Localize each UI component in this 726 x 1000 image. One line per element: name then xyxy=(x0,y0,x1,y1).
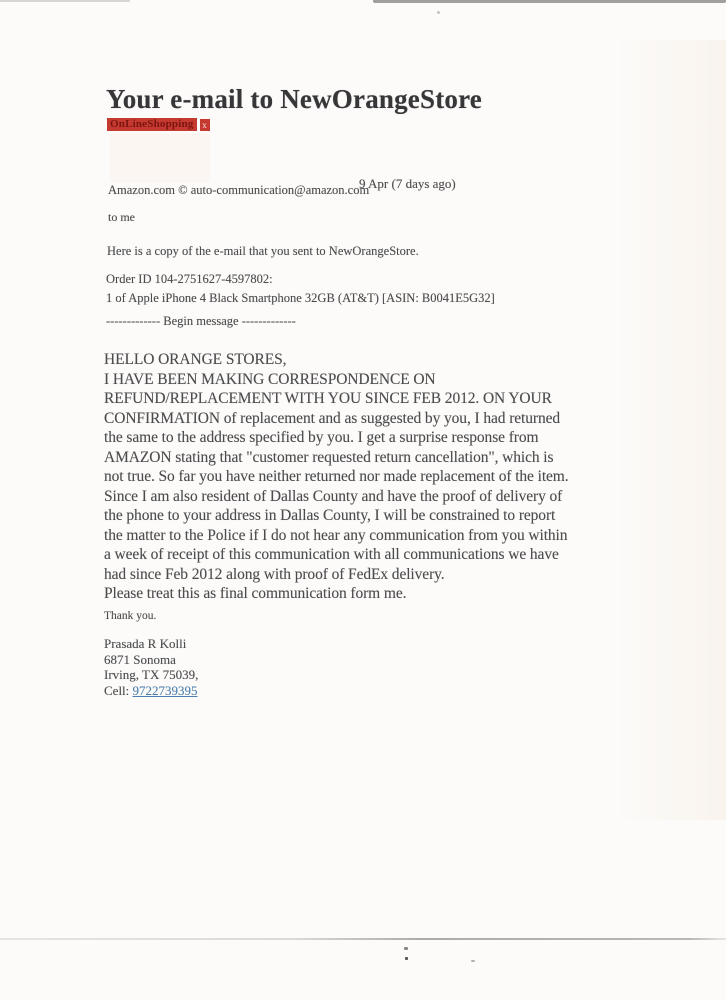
body-line: REFUND/REPLACEMENT WITH YOU SINCE FEB 2012. ON YOUR xyxy=(104,390,552,407)
message-body xyxy=(104,350,569,604)
scan-speck xyxy=(437,11,440,14)
redacted-area xyxy=(110,133,210,183)
scan-speck xyxy=(471,960,475,962)
body-line: HELLO ORANGE STORES, xyxy=(104,351,287,368)
cell-number-link[interactable]: 9722739395 xyxy=(132,682,198,698)
scan-speck xyxy=(404,947,408,950)
body-line: AMAZON stating that "customer requested return cancellation", which is xyxy=(104,448,554,466)
email-subject-title: Your e-mail to NewOrangeStore xyxy=(106,84,482,114)
signature-address-line2: Irving, TX 75039, xyxy=(104,667,199,682)
begin-message-marker: ------------- Begin message ------------- xyxy=(106,314,296,328)
scan-edge-artifact xyxy=(0,938,726,940)
scan-edge-artifact xyxy=(373,0,726,3)
signature-name: Prasada R Kolli xyxy=(104,636,187,651)
intro-line: Here is a copy of the e-mail that you sent to NewOrangeStore. xyxy=(107,244,419,258)
recipient-text: to me xyxy=(108,210,135,224)
scan-speck xyxy=(405,957,408,960)
thanks-line: Thank you. xyxy=(104,610,157,622)
body-line: I HAVE BEEN MAKING CORRESPONDENCE ON xyxy=(104,370,436,388)
gmail-label-chip[interactable]: OnLineShopping xyxy=(107,118,197,131)
signature-block xyxy=(104,636,198,698)
signature-cell-line xyxy=(104,683,198,699)
signature-address-line1: 6871 Sonoma xyxy=(104,651,176,667)
label-close-icon[interactable]: x xyxy=(200,119,210,131)
scan-edge-artifact xyxy=(0,0,130,2)
body-line: had since Feb 2012 along with proof of FedEx delivery. xyxy=(104,565,445,583)
order-id-line: Order ID 104-2751627-4597802: xyxy=(106,272,273,286)
body-line: the phone to your address in Dallas County, I will be constrained to report xyxy=(104,507,556,524)
scan-shading xyxy=(616,40,726,820)
label-row xyxy=(107,118,210,131)
sender-line: Amazon.com © auto-communication@amazon.com xyxy=(108,183,370,197)
body-line: Please treat this as final communication form me. xyxy=(104,585,407,602)
date-text: 9 Apr (7 days ago) xyxy=(359,176,456,191)
cell-label: Cell: xyxy=(104,682,133,698)
body-line: the matter to the Police if I do not hear any communication from you within xyxy=(104,526,568,544)
body-line: a week of receipt of this communication with all communications we have xyxy=(104,546,559,563)
body-line: Since I am also resident of Dallas County and have the proof of delivery of xyxy=(104,487,563,505)
body-line: CONFIRMATION of replacement and as suggested by you, I had returned xyxy=(104,409,561,427)
order-item-line: 1 of Apple iPhone 4 Black Smartphone 32GB (AT&T) [ASIN: B0041E5G32] xyxy=(106,290,495,305)
body-line: the same to the address specified by you. I get a surprise response from xyxy=(104,429,539,446)
body-line: not true. So far you have neither returned nor made replacement of the item. xyxy=(104,468,569,485)
order-block xyxy=(106,270,495,307)
